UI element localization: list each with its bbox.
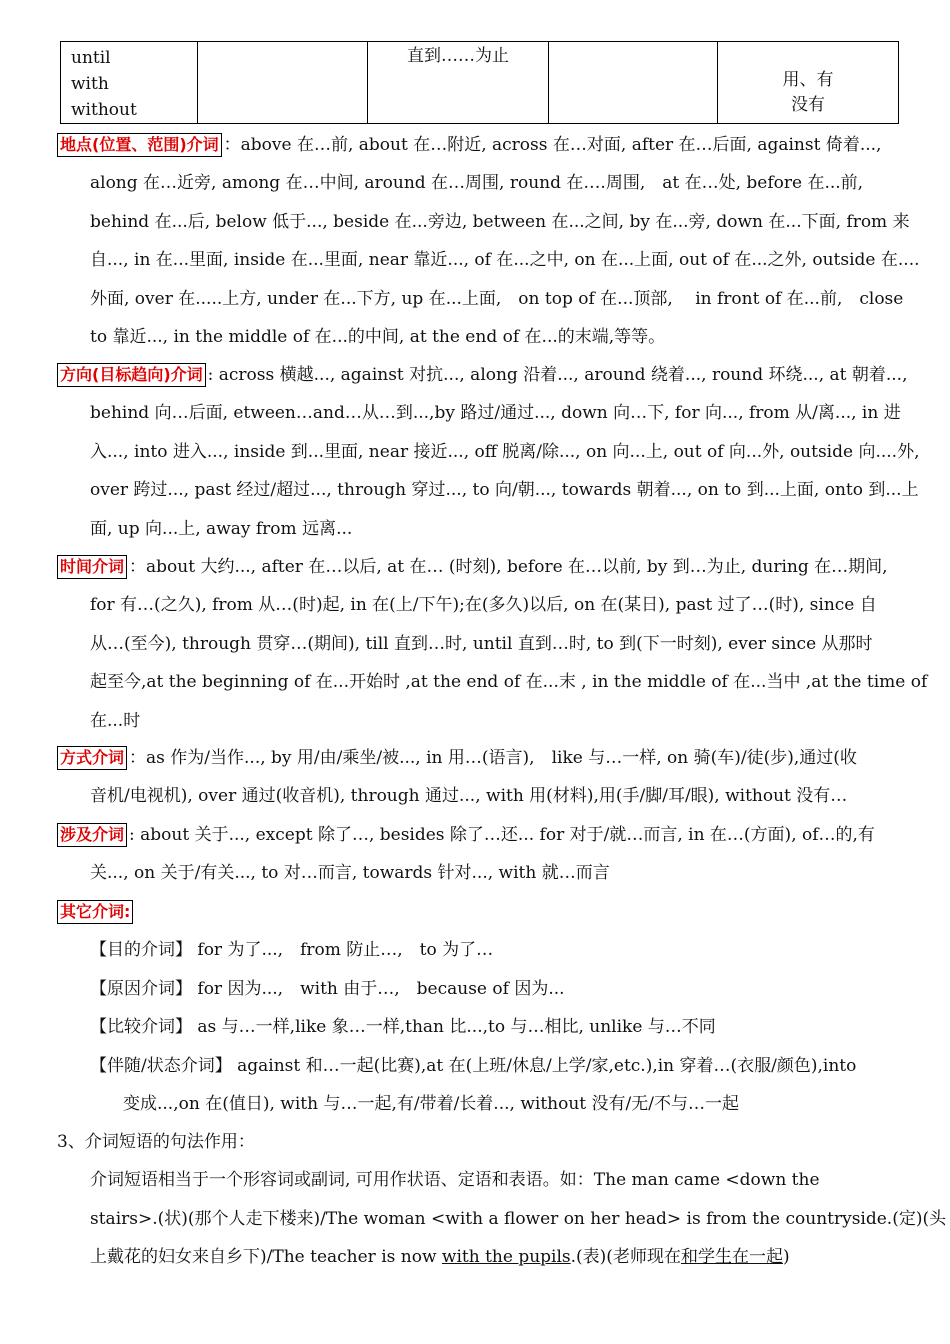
tag-time: 时间介词 <box>57 555 127 579</box>
section-direction <box>57 356 920 548</box>
section-place <box>57 126 920 356</box>
meaning-use: 用、有 <box>782 70 834 90</box>
line: along 在…近旁, among 在…中间, around 在…周围, round 在….周围, at 在…处, before 在...前, <box>90 173 864 194</box>
table-cell-meaning-2 <box>718 42 899 124</box>
line: ：about 大约..., after 在…以后, at 在… (时刻), before 在…以前, by 到…为止, during 在…期间, <box>129 557 888 577</box>
line: 介词短语相当于一个形容词或副词, 可用作状语、定语和表语。如：The man came <down the <box>90 1170 820 1191</box>
table-cell-empty <box>549 42 718 124</box>
line: : across 横越..., against 对抗..., along 沿着..., around 绕着..., round 环绕..., at 朝着..., <box>207 365 908 385</box>
word-with: with <box>71 74 109 94</box>
line: stairs>.(状)(那个人走下楼来)/The woman <with a flower on her head> is from the countryside.(定)(头 <box>90 1208 947 1229</box>
section-3 <box>57 1123 947 1277</box>
line: to 靠近..., in the middle of 在...的中间, at the end of 在...的末端,等等。 <box>90 327 666 348</box>
section-concern <box>57 816 893 893</box>
word-until: until <box>71 48 111 68</box>
section-manner <box>57 739 893 816</box>
section-3-heading: 3、介词短语的句法作用： <box>57 1132 255 1152</box>
line <box>57 1238 893 1276</box>
underlined-text: 和学生在一起 <box>680 1247 783 1268</box>
tag-other: 其它介词: <box>57 900 133 924</box>
section-other <box>57 893 893 1123</box>
line: : about 关于..., except 除了…, besides 除了…还... for 对于/就…而言, in 在…(方面), of…的,有 <box>129 825 875 845</box>
text: ) <box>782 1247 790 1268</box>
line: 入..., into 进入..., inside 到...里面, near 接近..., off 脱离/除..., on 向...上, out of 向...外, outside 向....外, <box>90 441 920 462</box>
text: 上戴花的妇女来自乡下)/The teacher is now <box>90 1247 442 1268</box>
line: 在...时 <box>90 710 141 731</box>
underlined-text: with the pupils <box>441 1247 571 1268</box>
tag-place: 地点(位置、范围)介词 <box>57 133 222 157</box>
list-item: 【伴随/状态介词】 against 和…一起(比赛),at 在(上班/休息/上学/家,etc.),in 穿着…(衣服/颜色),into <box>90 1055 857 1076</box>
line: behind 向…后面, etween…and…从…到...,by 路过/通过..., down 向…下, for 向..., from 从/离..., in 进 <box>90 403 901 424</box>
table-cell-meaning: 直到……为止 <box>368 42 549 124</box>
line: 起至今,at the beginning of 在...开始时 ,at the end of 在...末 , in the middle of 在...当中 ,at the time of <box>90 672 928 693</box>
tag-concern: 涉及介词 <box>57 823 127 847</box>
list-item: 【原因介词】 for 因为..., with 由于…, because of 因为... <box>90 978 565 999</box>
line: ：above 在…前, about 在…附近, across 在…对面, after 在…后面, against 倚着..., <box>223 135 882 155</box>
line: 从…(至今), through 贯穿…(期间), till 直到…时, until 直到…时, to 到(下一时刻), ever since 从那时 <box>90 633 873 654</box>
line: 关..., on 关于/有关..., to 对…而言, towards 针对..., with 就…而言 <box>90 863 610 884</box>
tag-direction: 方向(目标趋向)介词 <box>57 363 206 387</box>
table-cell-words <box>61 42 198 124</box>
line: for 有…(之久), from 从…(时)起, in 在(上/下午);在(多久)以后, on 在(某日), past 过了…(时), since 自 <box>90 595 877 616</box>
line: 自..., in 在...里面, inside 在...里面, near 靠近..., of 在...之中, on 在...上面, out of 在...之外, outside 在.... <box>90 250 920 271</box>
line: 外面, over 在.....上方, under 在...下方, up 在...上面, on top of 在...顶部, in front of 在...前, close <box>90 288 904 309</box>
line: 面, up 向...上, away from 远离... <box>90 518 353 539</box>
list-item: 【目的介词】 for 为了..., from 防止…, to 为了… <box>90 940 494 961</box>
prepositions-table <box>60 41 899 124</box>
table-cell-empty <box>198 42 368 124</box>
word-without: without <box>71 100 137 120</box>
line: behind 在...后, below 低于..., beside 在...旁边, between 在...之间, by 在...旁, down 在...下面, from 来 <box>90 211 910 232</box>
line: 音机/电视机), over 通过(收音机), through 通过..., with 用(材料),用(手/脚/耳/眼), without 没有… <box>90 786 848 807</box>
text: .(表)(老师现在 <box>570 1247 681 1268</box>
list-item: 【比较介词】 as 与…一样,like 象…一样,than 比...,to 与…相比, unlike 与…不同 <box>90 1017 716 1038</box>
line: ：as 作为/当作..., by 用/由/乘坐/被..., in 用…(语言), like 与…一样, on 骑(车)/徒(步),通过(收 <box>129 748 857 768</box>
table-row <box>61 42 899 124</box>
section-time <box>57 548 928 740</box>
line: over 跨过..., past 经过/超过..., through 穿过..., to 向/朝..., towards 朝着..., on to 到...上面, onto 到...上 <box>90 480 919 501</box>
tag-manner: 方式介词 <box>57 746 127 770</box>
list-item-continuation: 变成...,on 在(值日), with 与…一起,有/带着/长着..., without 没有/无/不与…一起 <box>123 1094 739 1115</box>
meaning-without: 没有 <box>791 95 825 115</box>
